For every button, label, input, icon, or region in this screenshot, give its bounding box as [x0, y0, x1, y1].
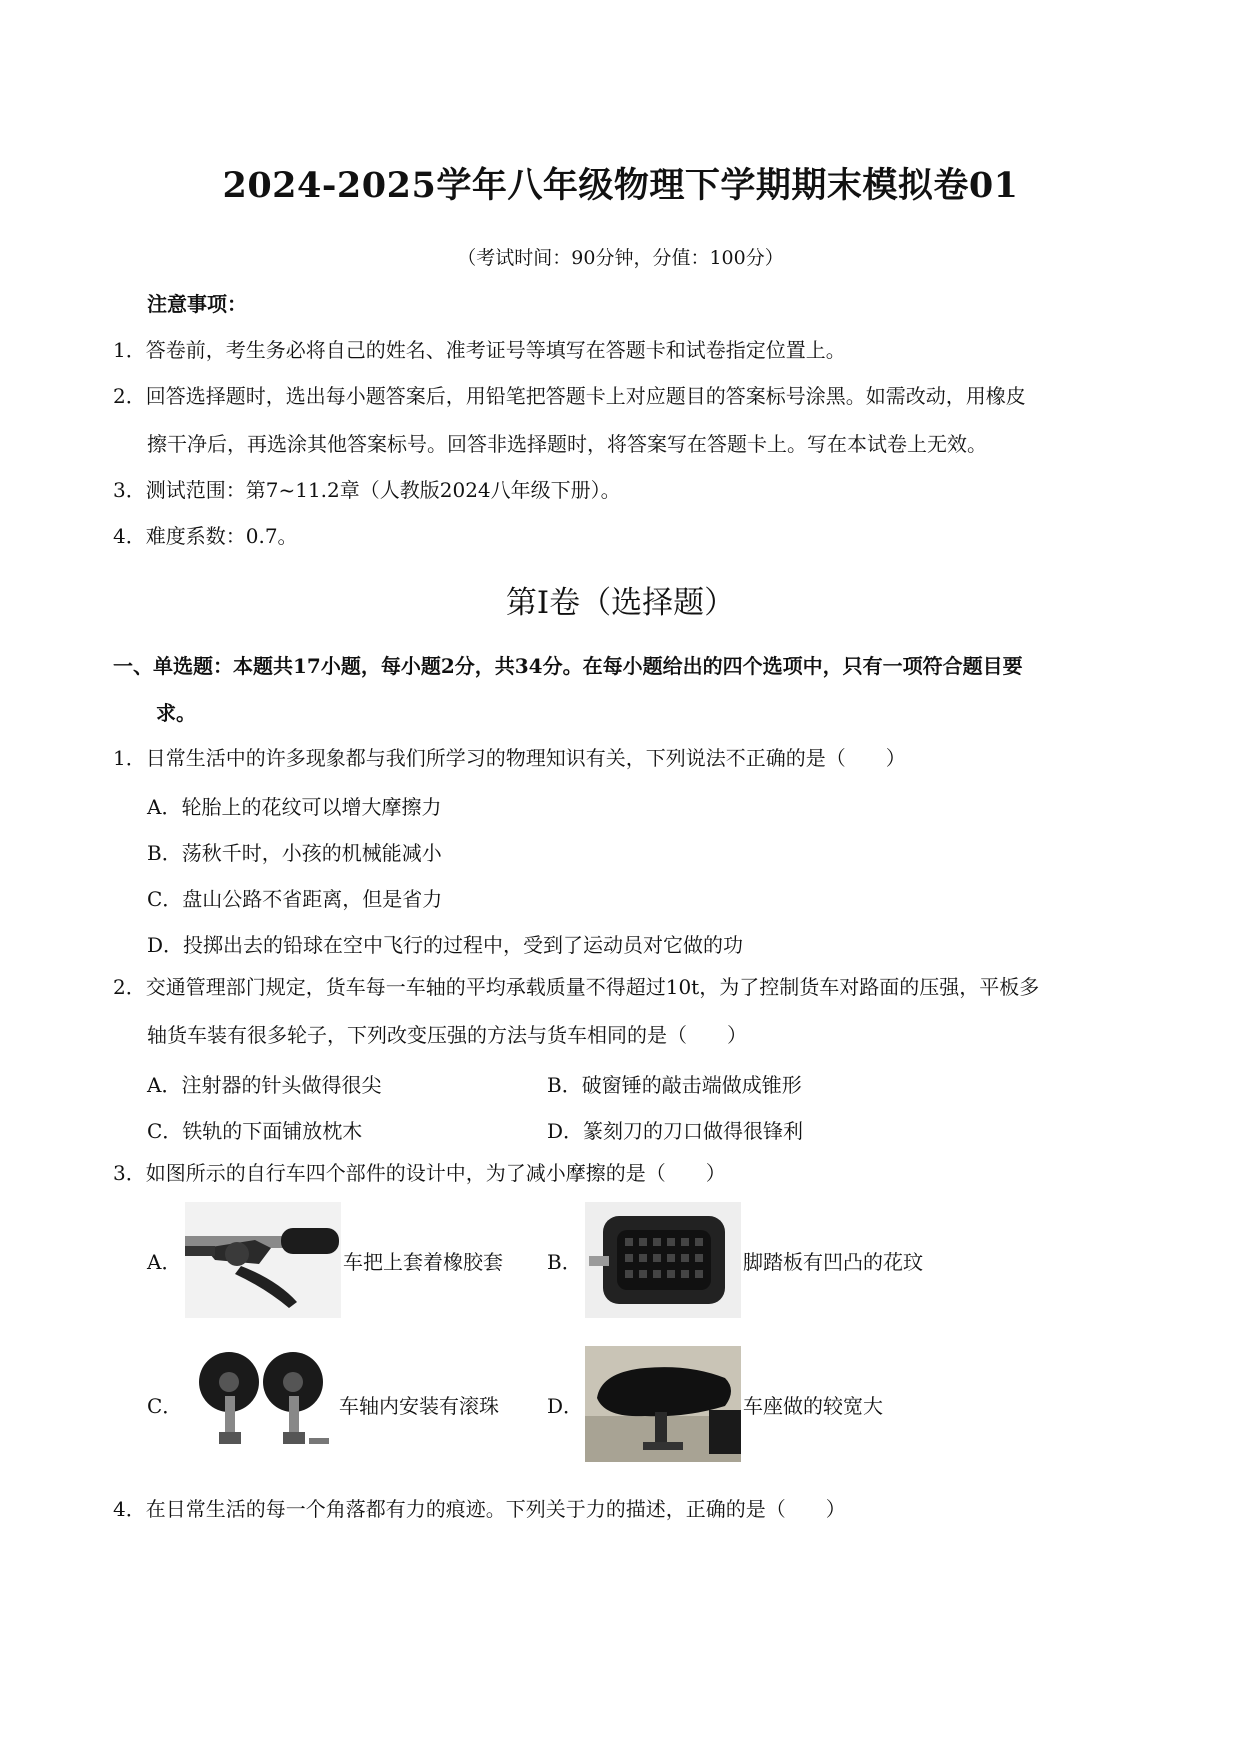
question-2-stem: 2．交通管理部门规定，货车每一车轴的平均承载质量不得超过10t，为了控制货车对路面的压强，平板多	[113, 975, 1040, 999]
question-1-stem: 1．日常生活中的许多现象都与我们所学习的物理知识有关，下列说法不正确的是（ ）	[113, 746, 906, 770]
section-title: 第Ⅰ卷（选择题）	[505, 585, 736, 621]
question-2-stem-continued: 轴货车装有很多轮子，下列改变压强的方法与货车相同的是（ ）	[147, 1023, 747, 1047]
notice-heading: 注意事项：	[147, 292, 247, 316]
notice-item-number: 1．	[113, 338, 146, 362]
bicycle-hub-icon	[185, 1346, 337, 1462]
notice-item-4	[113, 524, 298, 548]
question-1-option-c[interactable]: C．盘山公路不省距离，但是省力	[147, 887, 443, 911]
question-1-option-b[interactable]: B．荡秋千时，小孩的机械能减小	[147, 841, 442, 865]
part-heading: 一、单选题：本题共17小题，每小题2分，共34分。在每小题给出的四个选项中，只有一项符合题目要	[113, 654, 1023, 678]
option-letter: B．	[547, 1249, 582, 1274]
question-3-option-c[interactable]	[147, 1346, 499, 1462]
option-letter: A．	[147, 1249, 182, 1274]
option-letter: C．	[147, 1393, 183, 1418]
notice-item-2-continued: 擦干净后，再选涂其他答案标号。回答非选择题时，将答案写在答题卡上。写在本试卷上无效。	[147, 432, 987, 456]
option-description: 车座做的较宽大	[743, 1393, 883, 1418]
notice-item-1	[113, 338, 846, 362]
question-1-option-d[interactable]: D．投掷出去的铅球在空中飞行的过程中，受到了运动员对它做的功	[147, 933, 744, 957]
bicycle-handlebar-icon	[185, 1202, 341, 1318]
question-3-option-b[interactable]	[547, 1202, 923, 1318]
question-2-option-a[interactable]: A．注射器的针头做得很尖	[147, 1073, 382, 1097]
question-2-option-c[interactable]: C．铁轨的下面铺放枕木	[147, 1119, 363, 1143]
option-description: 脚踏板有凹凸的花玟	[743, 1249, 923, 1274]
option-letter: D．	[547, 1393, 584, 1418]
option-description: 车把上套着橡胶套	[343, 1249, 503, 1274]
question-2-option-d[interactable]: D．篆刻刀的刀口做得很锋利	[547, 1119, 804, 1143]
question-3-stem: 3．如图所示的自行车四个部件的设计中，为了减小摩擦的是（ ）	[113, 1161, 726, 1185]
notice-item-number: 4．	[113, 524, 146, 548]
notice-item-number: 3．	[113, 478, 146, 502]
notice-item-text: 难度系数：0.7。	[145, 524, 298, 548]
question-1-option-a[interactable]: A．轮胎上的花纹可以增大摩擦力	[147, 795, 442, 819]
question-4-stem: 4．在日常生活的每一个角落都有力的痕迹。下列关于力的描述，正确的是（ ）	[113, 1497, 846, 1521]
question-3-option-d[interactable]	[547, 1346, 883, 1462]
exam-title: 2024-2025学年八年级物理下学期期末模拟卷01	[222, 165, 1019, 206]
notice-item-text: 答卷前，考生务必将自己的姓名、准考证号等填写在答题卡和试卷指定位置上。	[145, 338, 846, 362]
option-description: 车轴内安装有滚珠	[339, 1393, 499, 1418]
question-3-option-a[interactable]	[147, 1202, 503, 1318]
notice-item-text: 回答选择题时，选出每小题答案后，用铅笔把答题卡上对应题目的答案标号涂黑。如需改动，用橡皮	[145, 384, 1026, 408]
exam-subtitle: （考试时间：90分钟，分值：100分）	[457, 247, 784, 269]
question-2-option-b[interactable]: B．破窗锤的敲击端做成锥形	[547, 1073, 802, 1097]
notice-item-text: 测试范围：第7~11.2章（人教版2024八年级下册）。	[145, 478, 621, 502]
bicycle-seat-icon	[585, 1346, 741, 1462]
notice-item-number: 2．	[113, 384, 146, 408]
part-heading-continued: 求。	[156, 701, 196, 725]
bicycle-pedal-icon	[585, 1202, 741, 1318]
notice-item-2	[113, 384, 1026, 408]
notice-item-3	[113, 478, 621, 502]
